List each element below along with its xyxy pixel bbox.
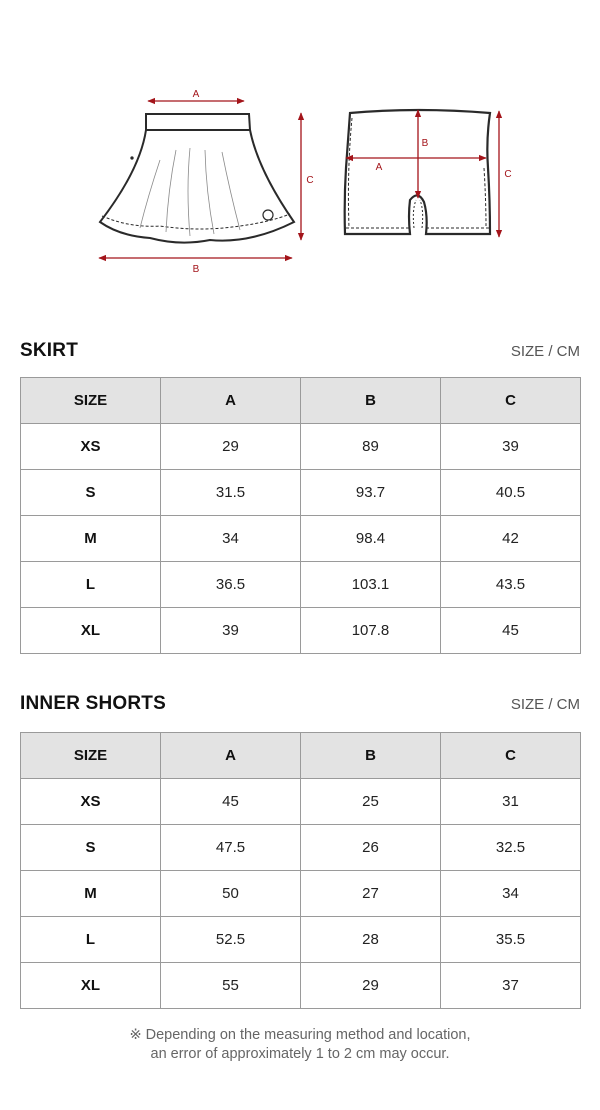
skirt-unit-label: SIZE / CM — [510, 343, 580, 360]
svg-text:C: C — [306, 175, 314, 186]
column-header: A — [161, 733, 301, 779]
size-cell: M — [21, 516, 161, 562]
svg-text:A: A — [375, 162, 383, 173]
skirt-section-header — [20, 340, 580, 364]
column-header: SIZE — [21, 378, 161, 424]
value-cell: 89 — [301, 424, 441, 470]
table-row — [21, 562, 581, 608]
size-cell: XS — [21, 424, 161, 470]
table-row — [21, 917, 581, 963]
value-cell: 26 — [301, 825, 441, 871]
value-cell: 98.4 — [301, 516, 441, 562]
shorts-illustration — [345, 110, 490, 234]
column-header: C — [441, 378, 581, 424]
inner-shorts-section-header — [20, 693, 580, 717]
shorts-measure-c — [499, 111, 512, 237]
value-cell: 39 — [441, 424, 581, 470]
column-header: B — [301, 378, 441, 424]
value-cell: 29 — [161, 424, 301, 470]
size-cell: XL — [21, 963, 161, 1009]
note-line-2: an error of approximately 1 to 2 cm may occur. — [150, 1046, 450, 1062]
skirt-illustration — [100, 114, 294, 243]
value-cell: 40.5 — [441, 470, 581, 516]
inner-shorts-title: INNER SHORTS — [20, 693, 166, 714]
skirt-size-table — [20, 377, 581, 654]
value-cell: 39 — [161, 608, 301, 654]
column-header: C — [441, 733, 581, 779]
value-cell: 32.5 — [441, 825, 581, 871]
value-cell: 27 — [301, 871, 441, 917]
size-cell: L — [21, 562, 161, 608]
inner-shorts-size-table — [20, 732, 581, 1009]
column-header: B — [301, 733, 441, 779]
inner-shorts-unit-label: SIZE / CM — [510, 696, 580, 713]
table-row — [21, 963, 581, 1009]
value-cell: 45 — [161, 779, 301, 825]
value-cell: 36.5 — [161, 562, 301, 608]
skirt-title: SKIRT — [20, 340, 78, 361]
size-cell: S — [21, 825, 161, 871]
size-cell: XL — [21, 608, 161, 654]
table-row — [21, 424, 581, 470]
value-cell: 34 — [441, 871, 581, 917]
size-cell: XS — [21, 779, 161, 825]
table-row — [21, 470, 581, 516]
svg-text:A: A — [192, 89, 200, 100]
skirt-measure-a — [148, 89, 244, 101]
value-cell: 47.5 — [161, 825, 301, 871]
value-cell: 42 — [441, 516, 581, 562]
table-row — [21, 608, 581, 654]
column-header: A — [161, 378, 301, 424]
value-cell: 31 — [441, 779, 581, 825]
svg-text:B: B — [421, 138, 429, 149]
value-cell: 107.8 — [301, 608, 441, 654]
table-row — [21, 825, 581, 871]
value-cell: 93.7 — [301, 470, 441, 516]
value-cell: 28 — [301, 917, 441, 963]
size-cell: S — [21, 470, 161, 516]
value-cell: 25 — [301, 779, 441, 825]
value-cell: 34 — [161, 516, 301, 562]
note-line-1: ※ Depending on the measuring method and location, — [129, 1027, 471, 1043]
table-header-row — [21, 378, 581, 424]
measurement-diagram — [0, 0, 600, 300]
value-cell: 103.1 — [301, 562, 441, 608]
skirt-measure-c — [301, 113, 314, 240]
size-cell: L — [21, 917, 161, 963]
skirt-measure-b — [99, 258, 292, 275]
size-cell: M — [21, 871, 161, 917]
table-row — [21, 516, 581, 562]
value-cell: 35.5 — [441, 917, 581, 963]
value-cell: 55 — [161, 963, 301, 1009]
value-cell: 43.5 — [441, 562, 581, 608]
value-cell: 52.5 — [161, 917, 301, 963]
value-cell: 31.5 — [161, 470, 301, 516]
table-header-row — [21, 733, 581, 779]
measurement-note — [0, 1026, 600, 1064]
column-header: SIZE — [21, 733, 161, 779]
value-cell: 50 — [161, 871, 301, 917]
svg-text:B: B — [192, 264, 200, 275]
table-row — [21, 871, 581, 917]
value-cell: 45 — [441, 608, 581, 654]
value-cell: 29 — [301, 963, 441, 1009]
table-row — [21, 779, 581, 825]
svg-text:C: C — [504, 169, 512, 180]
value-cell: 37 — [441, 963, 581, 1009]
